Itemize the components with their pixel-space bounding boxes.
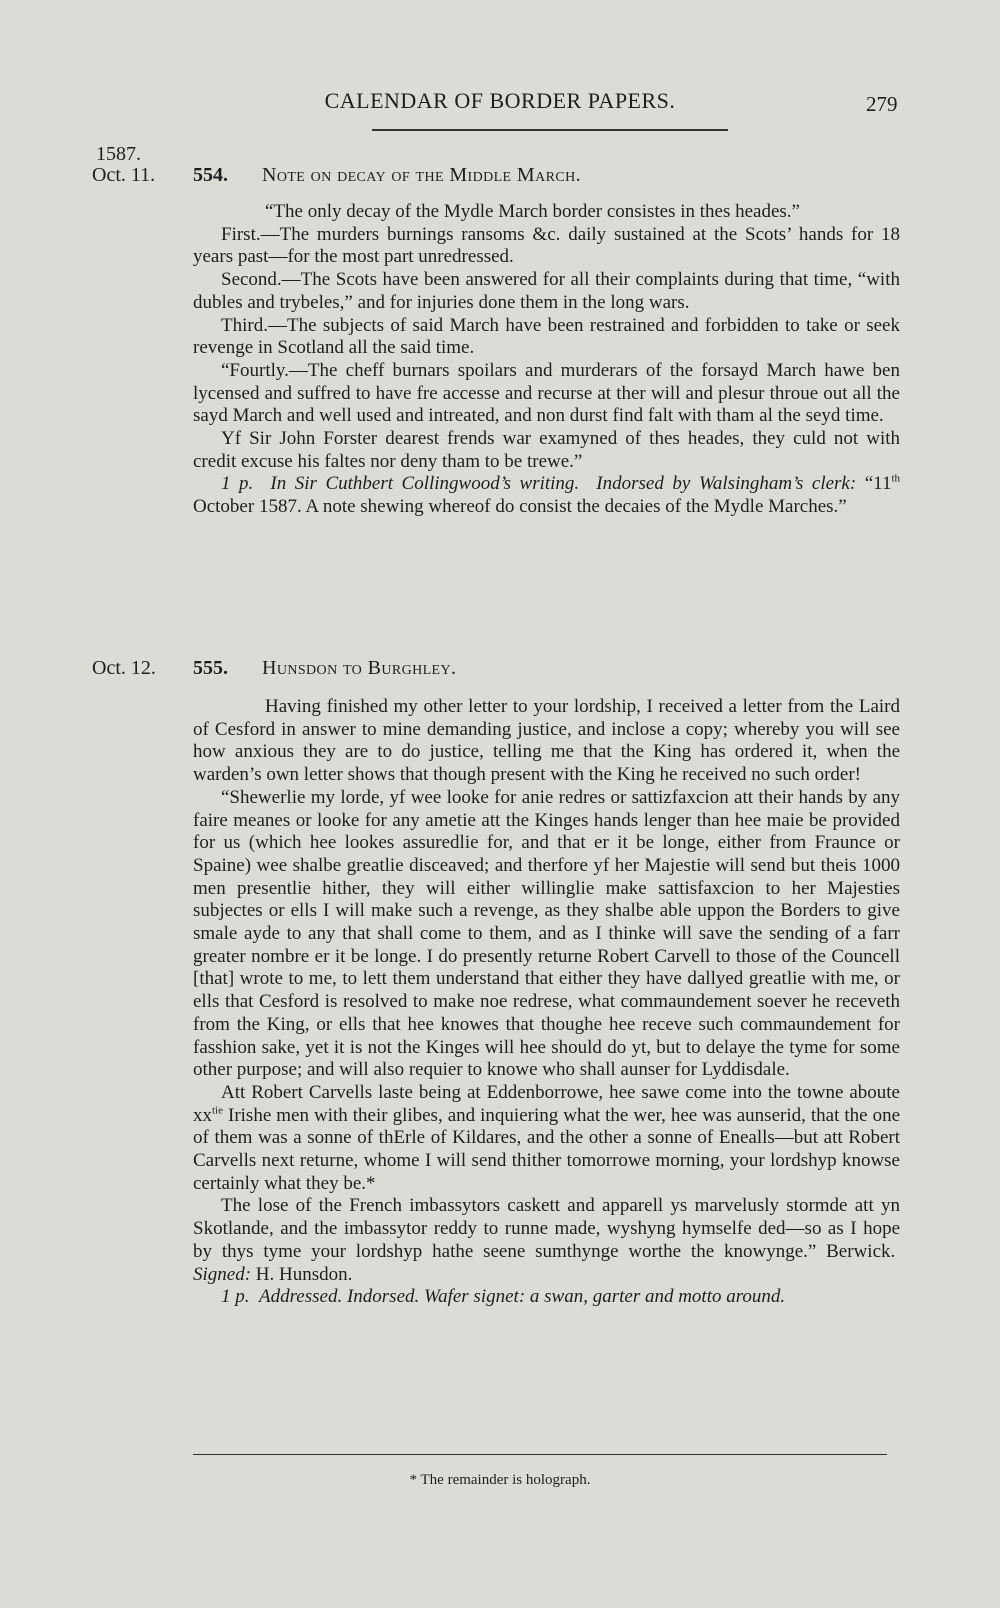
- entry-555-title: Hunsdon to Burghley.: [262, 657, 457, 679]
- entry-555-paragraph: The lose of the French imbassytors caskett and apparell ys marvelusly stormde att yn Skotlande, and the imbassytor reddy to runne made, wyshyng hymselfe ded—so as I hope by thys tyme your lordshyp hathe seene sumthynge worthe the knowynge.” Berwick. Signed: H. Hunsdon.: [193, 1195, 900, 1285]
- entry-554-body: [193, 201, 900, 519]
- entry-555-number: 555.: [193, 657, 228, 679]
- running-title: CALENDAR OF BORDER PAPERS.: [324, 88, 676, 113]
- entry-555-paragraph: “Shewerlie my lorde, yf wee looke for anie redres or sattizfaxcion att their hands by any faire meanes or looke for any ametie att the Kinges hands lenger than hee maie be provided for us (which hee lookes assuredlie for, and that er it be longe, either from Fraunce or Spaine) wee shalbe greatlie disceaved; and therfore yf her Majestie will send but theis 1000 men presentlie hither, they will either willinglie make sattisfaxcion to her Majesties subjectes or ells I will make such a revenge, as they shalbe able uppon the Borders to give smale ayde to any that shall come to them, and as I thinke will save the sending of a farr greater nombre er it be longe. I do presently returne Robert Carvell to those of the Councell [that] wrote to me, to lett them understand that either they have dallyed greatlie with me, or ells that Cesford is resolved to make noe redrese, what commaundement soever he receveth from the King, or ells that hee knowes that thoughe hee receve such commaundement for fasshion sake, yet it is not the Kinges will hee should do yt, but to delaye the tyme for some other purpose; and will also requier to knowe who shall aunser for Lyddisdale.: [193, 786, 900, 1081]
- margin-year: 1587.: [96, 143, 141, 165]
- entry-554-paragraph: Second.—The Scots have been answered for all their complaints during that time, “with dubles and trybeles,” and for injuries done them in the long wars.: [193, 269, 900, 313]
- entry-554-date: Oct. 11.: [92, 164, 156, 186]
- entry-554-paragraph: “Fourtly.—The cheff burnars spoilars and murderars of the forsayd March hawe ben lycensed and suffred to have fre accesse and recurse at ther will and plesur throue out all the sayd March and well used and intreated, and non durst find falt with tham al the seyd time.: [193, 359, 900, 427]
- entry-554-paragraph: Yf Sir John Forster dearest frends war examyned of thes heades, they culd not with credit excuse his faltes nor deny tham to be trewe.”: [193, 428, 900, 472]
- header-rule: [372, 129, 728, 131]
- entry-555-paragraph: Att Robert Carvells laste being at Eddenborrowe, hee sawe come into the towne aboute $xx^{tie}$ Irishe men with their glibes, and inquiering what the wer, hee was aunserid, that the one of them was a sonne of thErle of Kildares, and the other a sonne of Enealls—but att Robert Carvells next returne, whome I will send thither tomorrowe morning, your lordshyp knowse certainly what they be.*: [193, 1081, 900, 1194]
- entry-554-title: Note on decay of the Middle March.: [262, 164, 581, 186]
- signed-name: H. Hunsdon.: [255, 1263, 353, 1285]
- footnote: * The remainder is holograph.: [409, 1472, 591, 1488]
- entry-555-note: 1 p. Addressed. Indorsed. Wafer signet: a swan, garter and motto around.: [221, 1286, 786, 1308]
- signed-label: Signed:: [193, 1263, 252, 1285]
- entry-554-note: 1 p. In Sir Cuthbert Collingwood’s writing. Indorsed by Walsingham’s clerk: “11th October 1587. A note shewing whereof do consist the decaies of the Mydle Marches.”: [193, 473, 901, 518]
- page-number: 279: [866, 92, 898, 116]
- entry-554-number: 554.: [193, 164, 228, 186]
- footnote-rule: [193, 1454, 887, 1455]
- entry-554-paragraph: Third.—The subjects of said March have been restrained and forbidden to take or seek revenge in Scotland all the said time.: [193, 314, 900, 359]
- entry-554-paragraph: “The only decay of the Mydle March border consistes in thes heades.”: [265, 201, 800, 222]
- entry-555-body: [193, 696, 900, 1309]
- entry-555-date: Oct. 12.: [92, 657, 156, 679]
- entry-555-paragraph: Having finished my other letter to your lordship, I received a letter from the Laird of Cesford in answer to mine demanding justice, and inclose a copy; whereby you will see how anxious they are to do justice, telling me that the King has ordered it, when the warden’s own letter shows that though present with the King he received no such order!: [193, 696, 900, 786]
- entry-554-paragraph: First.—The murders burnings ransoms &c. daily sustained at the Scots’ hands for 18 years past—for the most part unredressed.: [193, 223, 900, 268]
